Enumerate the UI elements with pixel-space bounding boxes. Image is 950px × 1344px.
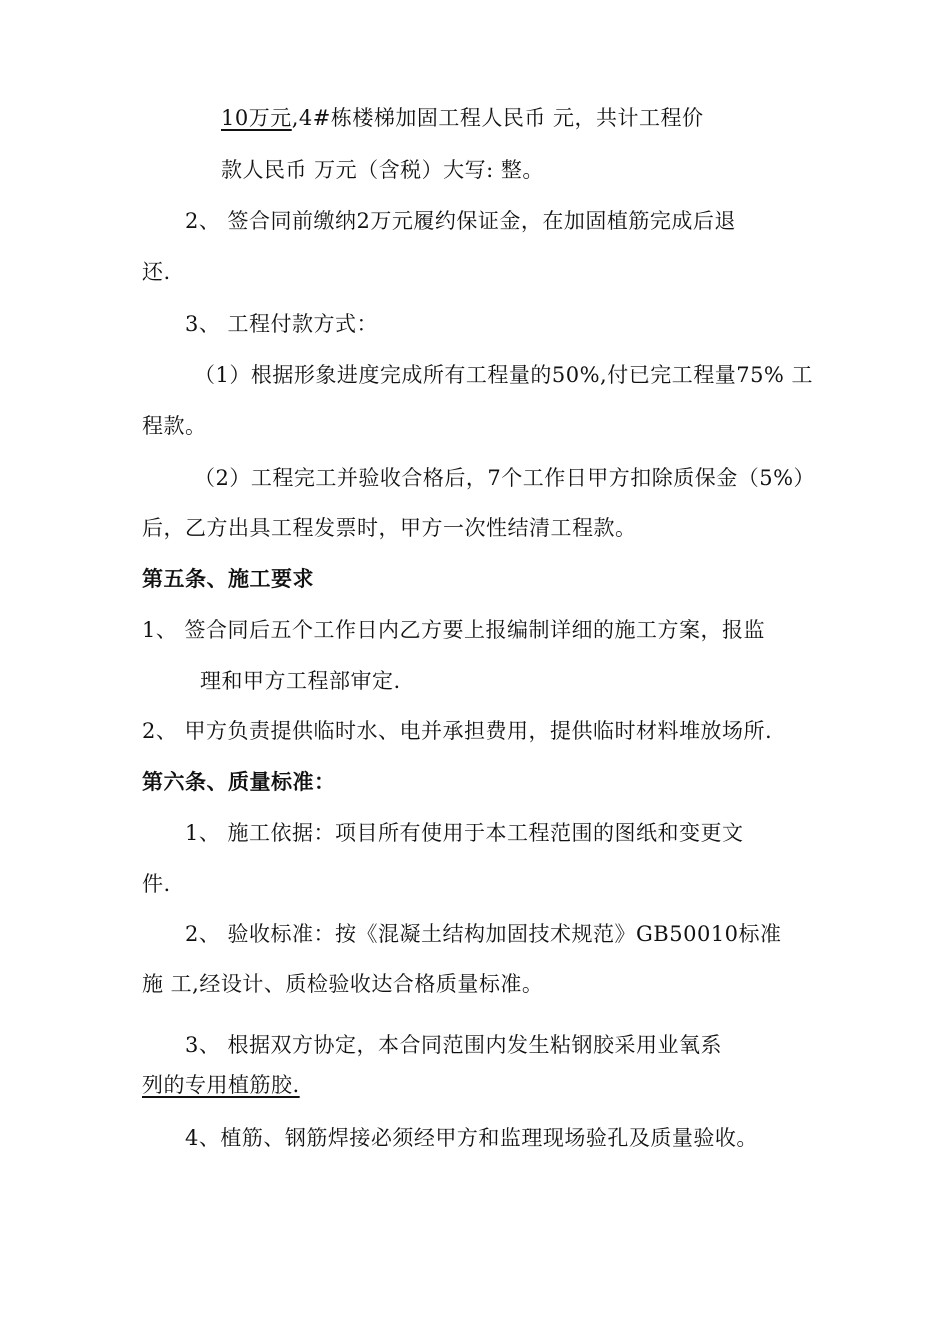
text-line: 程款。: [142, 414, 207, 438]
text-line: 1、 施工依据：项目所有使用于本工程范围的图纸和变更文: [185, 821, 744, 845]
text-line: 后，乙方出具工程发票时，甲方一次性结清工程款。: [142, 516, 637, 540]
text-line: 施 工,经设计、质检验收达合格质量标准。: [142, 972, 544, 996]
text-line: 3、 根据双方协定，本合同范围内发生粘钢胶采用业氧系: [185, 1033, 723, 1057]
text-line: 款人民币 万元（含税）大写: 整。: [221, 158, 544, 182]
text-line: 理和甲方工程部审定.: [200, 669, 401, 693]
text-line: （2）工程完工并验收合格后，7个工作日甲方扣除质保金（5%）: [194, 466, 816, 490]
text-line: 3、 工程付款方式：: [185, 312, 379, 336]
text-line: 还.: [142, 260, 171, 284]
text-line: 件.: [142, 872, 171, 896]
text-line: 4、植筋、钢筋焊接必须经甲方和监理现场验孔及质量验收。: [185, 1126, 758, 1150]
section-heading-5: 第五条、施工要求: [142, 567, 314, 591]
text-line: 2、 甲方负责提供临时水、电并承担费用，提供临时材料堆放场所.: [142, 719, 773, 743]
text-line: 2、 签合同前缴纳2万元履约保证金，在加固植筋完成后退: [185, 209, 736, 233]
text-segment: ,4#栋楼梯加固工程人民币 元，共计工程价: [291, 106, 704, 130]
underlined-amount: 10万元: [221, 106, 292, 130]
text-line: （1）根据形象进度完成所有工程量的50%,付已完工程量75% 工: [194, 363, 814, 387]
text-line: [221, 104, 704, 132]
text-line: 1、 签合同后五个工作日内乙方要上报编制详细的施工方案，报监: [142, 618, 766, 642]
underlined-line: 列的专用植筋胶.: [142, 1073, 300, 1097]
section-heading-6: 第六条、质量标准：: [142, 770, 336, 794]
text-line: 2、 验收标准：按《混凝土结构加固技术规范》GB50010标准: [185, 922, 782, 946]
